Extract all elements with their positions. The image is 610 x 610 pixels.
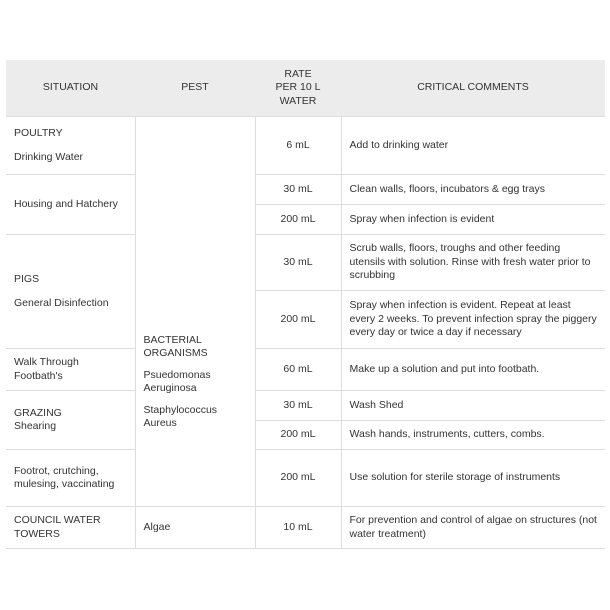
comment-cell: Spray when infection is evident. Repeat at least every 2 weeks. To prevent infection spray the piggery every day or twice a day if necessary <box>341 291 605 349</box>
situation-pigs-sub: General Disinfection <box>14 296 109 309</box>
situation-poultry-sub: Drinking Water <box>14 150 84 163</box>
rate-cell: 30 mL <box>255 235 341 291</box>
rate-cell: 200 mL <box>255 450 341 507</box>
comment-cell: Wash hands, instruments, cutters, combs. <box>341 421 605 450</box>
table-row <box>6 391 605 421</box>
comment-cell: Wash Shed <box>341 391 605 421</box>
comment-cell: Use solution for sterile storage of instruments <box>341 450 605 507</box>
pest-bacterial: BACTERIAL ORGANISMS <box>143 333 208 359</box>
situation-poultry-title: POULTRY <box>14 127 63 139</box>
rate-cell: 30 mL <box>255 391 341 421</box>
situation-grazing-sub: Shearing <box>14 420 57 432</box>
header-situation: SITUATION <box>6 60 135 117</box>
header-pest: PEST <box>135 60 255 117</box>
comment-cell: Scrub walls, floors, troughs and other feeding utensils with solution. Rinse with fresh water prior to scrubbing <box>341 235 605 291</box>
header-row <box>6 60 605 117</box>
rate-cell: 200 mL <box>255 291 341 349</box>
situation-housing: Housing and Hatchery <box>6 175 135 235</box>
table-row <box>6 349 605 391</box>
comment-cell: Make up a solution and put into footbath. <box>341 349 605 391</box>
table-row <box>6 117 605 175</box>
rate-cell: 60 mL <box>255 349 341 391</box>
situation-walk-through: Walk Through Footbath's <box>6 349 135 391</box>
situation-pigs-title: PIGS <box>14 273 40 285</box>
pest-bacterial-cell <box>135 117 255 507</box>
rate-cell: 10 mL <box>255 507 341 549</box>
situation-council: COUNCIL WATER TOWERS <box>6 507 135 549</box>
rate-cell: 30 mL <box>255 175 341 205</box>
pest-pseudomonas: Psuedomonas Aeruginosa <box>143 368 211 394</box>
comment-cell: Spray when infection is evident <box>341 205 605 235</box>
situation-footrot: Footrot, crutching, mulesing, vaccinating <box>6 450 135 507</box>
table-row <box>6 175 605 205</box>
comment-cell: Clean walls, floors, incubators & egg trays <box>341 175 605 205</box>
comment-cell: Add to drinking water <box>341 117 605 175</box>
table-row <box>6 235 605 291</box>
header-comments: CRITICAL COMMENTS <box>341 60 605 117</box>
situation-grazing <box>6 391 135 450</box>
table-row <box>6 450 605 507</box>
comment-cell: For prevention and control of algae on structures (not water treatment) <box>341 507 605 549</box>
usage-table <box>6 60 605 549</box>
rate-cell: 200 mL <box>255 421 341 450</box>
situation-poultry <box>6 117 135 175</box>
pest-algae: Algae <box>135 507 255 549</box>
situation-pigs <box>6 235 135 349</box>
table-row <box>6 507 605 549</box>
situation-grazing-title: GRAZING <box>14 406 62 419</box>
pest-staphylococcus: Staphylococcus Aureus <box>143 403 218 429</box>
rate-cell: 200 mL <box>255 205 341 235</box>
header-rate: RATE PER 10 L WATER <box>255 60 341 117</box>
rate-cell: 6 mL <box>255 117 341 175</box>
